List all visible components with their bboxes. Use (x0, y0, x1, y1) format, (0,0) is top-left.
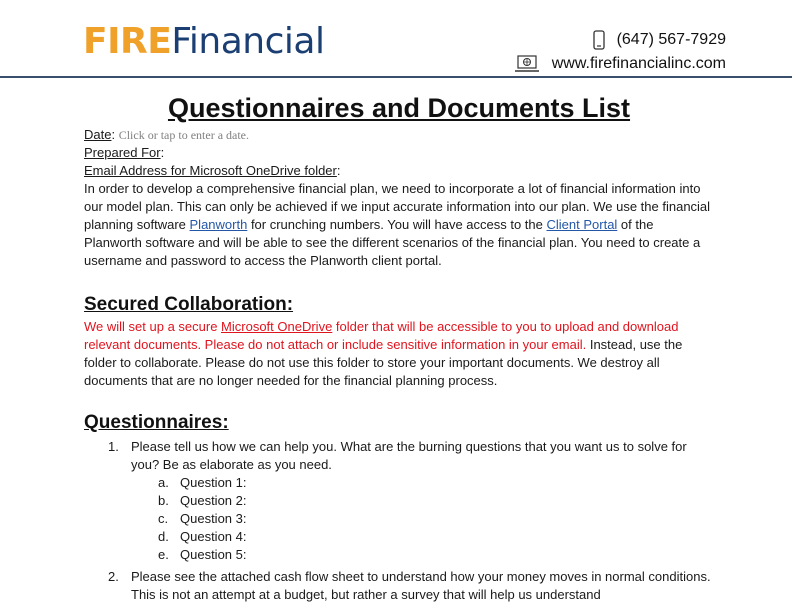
email-colon: : (336, 163, 341, 178)
secured-text-rest: Instead, use the folder to collaborate. Please do not use this folder to store your important documents. We destroy all documents that are no longer needed for the financial planning process. (84, 337, 683, 388)
list-item (84, 438, 714, 564)
website-url[interactable]: www.firefinancialinc.com (551, 55, 726, 72)
list-item (131, 510, 714, 528)
intro-paragraph (84, 180, 714, 270)
date-colon: : (111, 127, 116, 142)
item-text: Please see the attached cash flow sheet to understand how your money moves in normal conditions. This is not an attempt at a budget, but rather a survey that will help us understand (131, 569, 711, 602)
page-title: Questionnaires and Documents List (167, 93, 631, 123)
contact-info (514, 28, 726, 76)
email-label: Email Address for Microsoft OneDrive folder (84, 163, 337, 178)
sub-item-letter: b. (158, 493, 169, 508)
question-5-label: Question 5: (180, 547, 247, 562)
phone-number: (647) 567-7929 (616, 31, 726, 48)
secured-red-text-2: folder that will be accessible to you to upload and download relevant documents. Please do not attach or include sensitive information in your email. (84, 319, 679, 352)
client-portal-link[interactable]: Client Portal (546, 217, 618, 232)
date-label: Date (84, 127, 112, 142)
laptop-globe-icon (514, 55, 540, 73)
item-number: 2. (108, 569, 119, 584)
question-3-label: Question 3: (180, 511, 247, 526)
list-item (131, 492, 714, 510)
prepared-for-colon: : (160, 145, 165, 160)
question-sublist (131, 474, 714, 564)
date-field-row (84, 126, 714, 144)
list-item (131, 474, 714, 492)
prepared-for-label: Prepared For (84, 145, 161, 160)
sub-item-letter: a. (158, 475, 169, 490)
logo-fire-text: FIRE (83, 21, 172, 62)
list-item (131, 528, 714, 546)
list-item (84, 568, 714, 604)
secured-paragraph (84, 318, 714, 390)
item-number: 1. (108, 439, 119, 454)
list-item (131, 546, 714, 564)
question-1-label: Question 1: (180, 475, 247, 490)
onedrive-link[interactable]: Microsoft OneDrive (221, 319, 333, 334)
question-4-label: Question 4: (180, 529, 247, 544)
date-picker-field[interactable]: Click or tap to enter a date. (118, 128, 250, 142)
phone-row (514, 28, 726, 52)
sub-item-letter: e. (158, 547, 169, 562)
question-2-label: Question 2: (180, 493, 247, 508)
email-row (84, 162, 714, 180)
phone-icon (593, 30, 605, 50)
questionnaires-heading: Questionnaires: (84, 412, 229, 433)
page-header (0, 0, 792, 80)
prepared-for-row (84, 144, 714, 162)
sub-item-letter: c. (158, 511, 169, 526)
intro-text-3: of the Planworth software and will be able to see the different scenarios of the financial plan. You need to create a username and password to access the Planworth client portal. (84, 217, 701, 268)
sub-item-letter: d. (158, 529, 169, 544)
fire-financial-logo (83, 22, 324, 62)
questionnaire-list (84, 438, 714, 604)
secured-red-text-1: We will set up a secure (84, 319, 222, 334)
secured-collaboration-heading: Secured Collaboration: (84, 294, 294, 315)
website-row (514, 52, 726, 76)
intro-text-1: In order to develop a comprehensive financial plan, we need to incorporate a lot of financial information into our model plan. This can only be achieved if we input accurate information into our plan. We use the financial planning software (84, 181, 711, 232)
item-text: Please tell us how we can help you. What are the burning questions that you want us to solve for you? Be as elaborate as you need. (131, 439, 687, 472)
intro-text-2: for crunching numbers. You will have access to the (247, 217, 547, 232)
document-body (84, 90, 714, 604)
logo-financial-text: Financial (171, 21, 325, 62)
planworth-link[interactable]: Planworth (189, 217, 248, 232)
header-divider (0, 76, 792, 78)
